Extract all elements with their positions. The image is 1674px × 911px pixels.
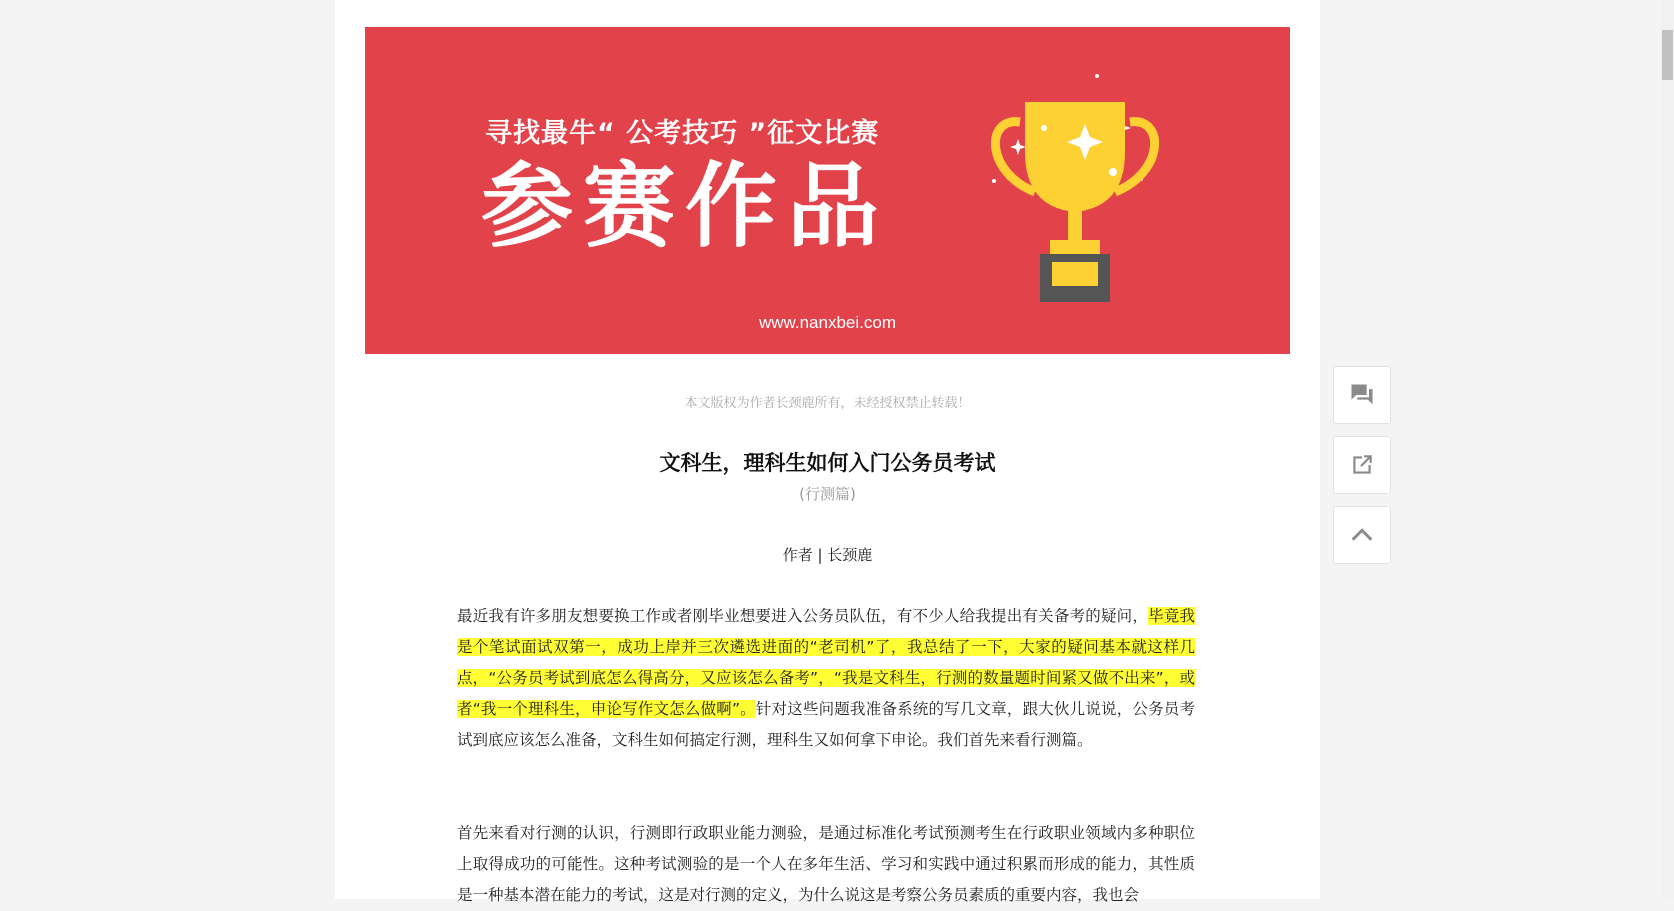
banner-subtitle: 寻找最牛“ 公考技巧 ”征文比赛 bbox=[485, 118, 880, 149]
paragraph-text: 针对这些问题我准备系统的写几文章，跟大伙儿说说，公务员考试到底应该怎么准备，文科生如何搞定行测，理科生又如何拿下申论。我们首先来看行测篇。 bbox=[457, 700, 1195, 749]
page-scrollbar[interactable] bbox=[1661, 0, 1674, 899]
copyright-notice: 本文版权为作者长颈鹿所有，未经授权禁止转载！ bbox=[684, 396, 971, 411]
contest-banner bbox=[365, 27, 1290, 354]
banner-main-title: 参赛作品 bbox=[481, 153, 890, 260]
trophy-icon bbox=[980, 42, 1180, 312]
article-paragraph: 首先来看对行测的认识，行测即行政职业能力测验，是通过标准化考试预测考生在行政职业领域内多种职位上取得成功的可能性。这种考试测验的是一个人在多年生活、学习和实践中通过积累而形成的能力，其性质是一种基本潜在能力的考试，这是对行测的定义，为什么说这是考察公务员素质的重要内容，我也会 bbox=[457, 824, 1195, 904]
banner-site-url: www.nanxbei.com bbox=[758, 313, 896, 332]
article-author: 作者 | 长颈鹿 bbox=[782, 546, 873, 564]
scrollbar-thumb[interactable] bbox=[1662, 30, 1673, 80]
article-paragraph bbox=[457, 601, 1195, 756]
comment-button[interactable] bbox=[1333, 366, 1391, 424]
comment-icon bbox=[1348, 381, 1376, 409]
highlighted-text: 毕竟我是个笔试面试双第一，成功上岸并三次遴选进面的“老司机”了，我总结了一下，大家的疑问基本就这样几点，“公务员考试到底怎么得高分，又应该怎么备考”，“我是文科生，行测的数量题时间紧又做不出来”，或者“我一个理科生，申论写作文怎么做啊”。 bbox=[457, 607, 1195, 718]
share-button[interactable] bbox=[1333, 436, 1391, 494]
article-subtitle: (行测篇) bbox=[799, 485, 856, 503]
back-to-top-button[interactable] bbox=[1333, 506, 1391, 564]
article-container bbox=[335, 0, 1320, 904]
article-title: 文科生，理科生如何入门公务员考试 bbox=[659, 451, 996, 475]
paragraph-text: 最近我有许多朋友想要换工作或者刚毕业想要进入公务员队伍，有不少人给我提出有关备考的疑问， bbox=[457, 607, 1149, 625]
chevron-up-icon bbox=[1348, 521, 1376, 549]
share-icon bbox=[1349, 452, 1375, 478]
